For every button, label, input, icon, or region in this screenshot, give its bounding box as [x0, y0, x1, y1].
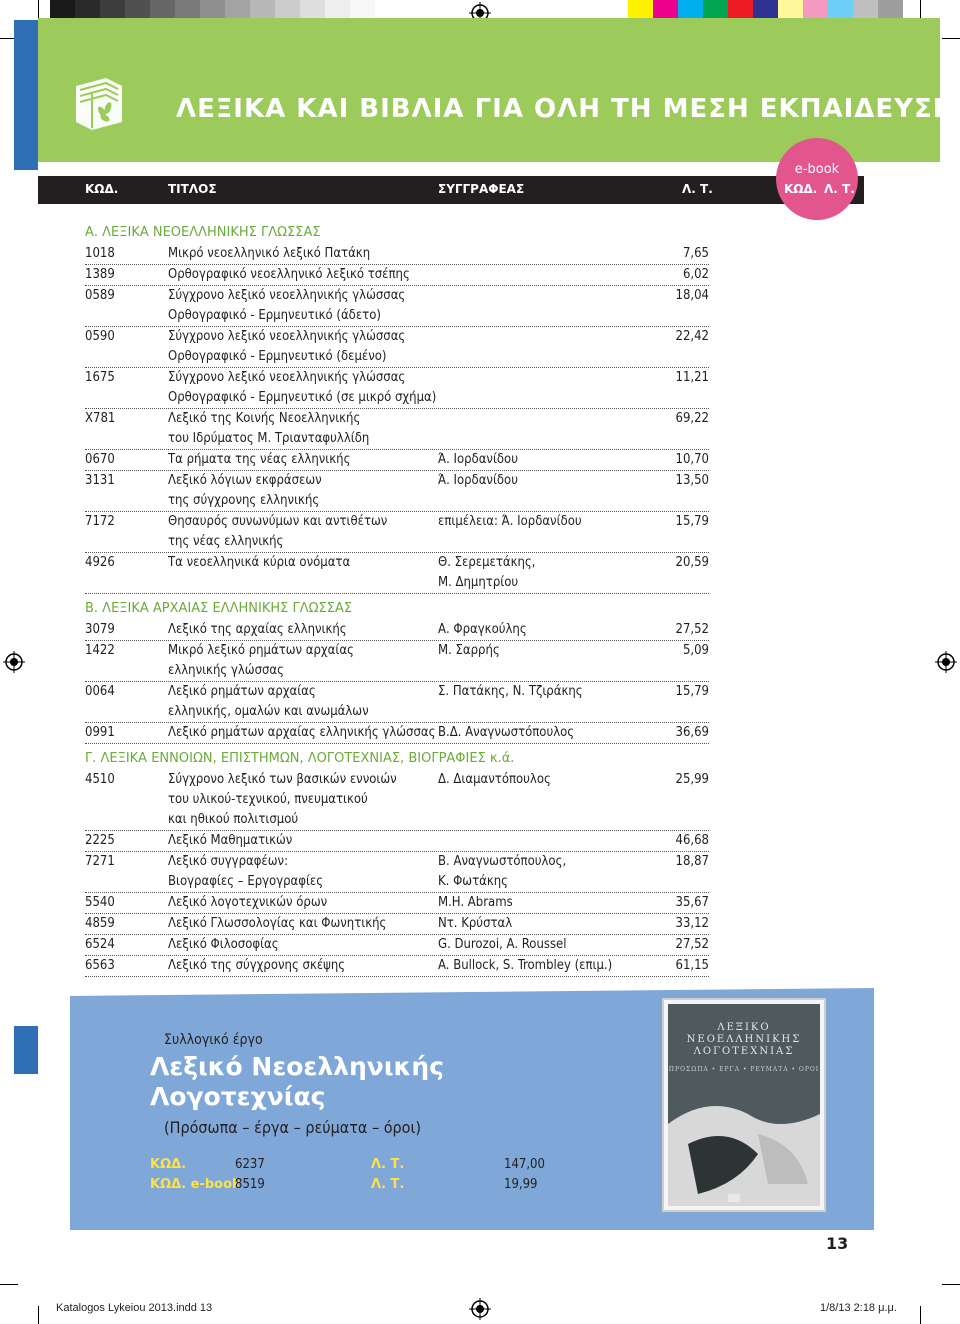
product-code: 4926 — [85, 555, 115, 570]
table-row — [85, 244, 709, 265]
product-code: 1389 — [85, 267, 115, 282]
book-author: Β. Αναγνωστόπουλος, — [438, 854, 567, 869]
book-title: του Ιδρύματος Μ. Τριανταφυλλίδη — [168, 431, 370, 446]
column-authors-heading: ΣΥΓΓΡΑΦΕΑΣ — [438, 182, 525, 196]
table-row — [85, 893, 709, 914]
cover-title-line: ΝΕΟΕΛΛΗΝΙΚΗΣ — [686, 1034, 802, 1045]
product-code: 7271 — [85, 854, 115, 869]
product-code: 0064 — [85, 684, 115, 699]
book-author: Ά. Ιορδανίδου — [438, 452, 518, 467]
book-title: Ορθογραφικό νεοελληνικό λεξικό τσέπης — [168, 267, 410, 282]
crop-mark — [942, 38, 960, 39]
product-code: Χ781 — [85, 411, 116, 426]
price: 13,50 — [675, 473, 709, 488]
price-value: 147,00 — [504, 1157, 545, 1172]
book-title: ελληνικής γλώσσας — [168, 663, 284, 678]
product-code: 5540 — [85, 895, 115, 910]
ebook-code-label: ΚΩΔ. e-book — [150, 1177, 241, 1192]
table-row — [85, 770, 709, 831]
book-title: Μικρό νεοελληνικό λεξικό Πατάκη — [168, 246, 371, 261]
price: 61,15 — [675, 958, 709, 973]
table-row — [85, 935, 709, 956]
price: 18,87 — [675, 854, 709, 869]
cover-subtitle: ΠΡΟΣΩΠΑ • ΕΡΓΑ • ΡΕΥΜΑΤΑ • ΟΡΟΙ — [668, 1066, 820, 1073]
product-code: 7172 — [85, 514, 115, 529]
book-author: Α. Φραγκούλης — [438, 622, 527, 637]
book-title: Τα νεοελληνικά κύρια ονόματα — [168, 555, 351, 570]
book-title: Λεξικό της σύγχρονης σκέψης — [168, 958, 346, 973]
product-code: 1422 — [85, 643, 115, 658]
price: 20,59 — [675, 555, 709, 570]
price: 27,52 — [675, 937, 709, 952]
price: 25,99 — [675, 772, 709, 787]
book-title: Ορθογραφικό - Ερμηνευτικό (άδετο) — [168, 308, 381, 323]
product-code: 1018 — [85, 246, 115, 261]
cover-title-line: ΛΕΞΙΚΟ — [717, 1022, 771, 1033]
table-row — [85, 553, 709, 594]
product-code: 0590 — [85, 329, 115, 344]
book-title: Λεξικό λογοτεχνικών όρων — [168, 895, 328, 910]
table-row — [85, 450, 709, 471]
price: 15,79 — [675, 514, 709, 529]
price: 46,68 — [675, 833, 709, 848]
price: 7,65 — [682, 246, 709, 261]
crop-mark — [920, 0, 921, 18]
book-author: Κ. Φωτάκης — [438, 874, 509, 889]
section-title: ΛΕΞΙΚΑ ΚΑΙ ΒΙΒΛΙΑ ΓΙΑ ΟΛΗ ΤΗ ΜΕΣΗ ΕΚΠΑΙΔΕΥΣΗ — [176, 94, 956, 124]
cover-title-line: ΛΟΓΟΤΕΧΝΙΑΣ — [693, 1046, 795, 1057]
table-row — [85, 956, 709, 977]
book-author: M.H. Abrams — [438, 895, 513, 910]
table-row — [85, 286, 709, 327]
price: 35,67 — [675, 895, 709, 910]
registration-mark-icon — [935, 651, 957, 673]
crop-mark — [920, 1306, 921, 1324]
dictionary-listing — [85, 222, 709, 977]
table-row — [85, 641, 709, 682]
category-heading: Β. ΛΕΞΙΚΑ ΑΡΧΑΙΑΣ ΕΛΛΗΝΙΚΗΣ ΓΛΩΣΣΑΣ — [85, 601, 353, 616]
crop-mark — [0, 1284, 18, 1285]
price: 27,52 — [675, 622, 709, 637]
side-tab-marker — [14, 20, 38, 170]
book-author: Ντ. Κρύσταλ — [438, 916, 513, 931]
crop-mark — [38, 1306, 39, 1324]
book-title: Λεξικό συγγραφέων: — [168, 854, 289, 869]
slug-filename: Katalogos Lykeiou 2013.indd 13 — [56, 1302, 213, 1314]
book-title: Ορθογραφικό - Ερμηνευτικό (δεμένο) — [168, 349, 387, 364]
featured-title — [150, 1052, 444, 1112]
price: 69,22 — [675, 411, 709, 426]
table-row — [85, 682, 709, 723]
book-title: της σύγχρονης ελληνικής — [168, 493, 320, 508]
price: 33,12 — [675, 916, 709, 931]
crop-mark — [942, 1284, 960, 1285]
book-author: επιμέλεια: Ά. Ιορδανίδου — [438, 514, 582, 529]
code-label: ΚΩΔ. — [150, 1157, 187, 1172]
product-code: 4859 — [85, 916, 115, 931]
book-title: Λεξικό της Κοινής Νεοελληνικής — [168, 411, 361, 426]
book-title: του υλικού-τεχνικού, πνευματικού — [168, 792, 368, 807]
price: 18,04 — [675, 288, 709, 303]
crop-mark — [38, 0, 39, 18]
table-row — [85, 914, 709, 935]
column-title-heading: ΤΙΤΛΟΣ — [168, 182, 217, 196]
category-heading: Α. ΛΕΞΙΚΑ ΝΕΟΕΛΛΗΝΙΚΗΣ ΓΛΩΣΣΑΣ — [85, 225, 321, 240]
book-title: Σύγχρονο λεξικό νεοελληνικής γλώσσας — [168, 288, 406, 303]
registration-mark-icon — [469, 1298, 491, 1320]
product-code: 0991 — [85, 725, 115, 740]
registration-mark-icon — [3, 651, 25, 673]
book-author: Μ. Δημητρίου — [438, 575, 519, 590]
book-title: Λεξικό της αρχαίας ελληνικής — [168, 622, 347, 637]
book-author: Θ. Σερεμετάκης, — [438, 555, 536, 570]
product-code: 3131 — [85, 473, 115, 488]
featured-title-line: Λεξικό Νεοελληνικής — [150, 1052, 444, 1081]
table-row — [85, 831, 709, 852]
books-icon — [72, 72, 128, 132]
column-price-heading: Λ. Τ. — [682, 182, 713, 196]
table-row — [85, 409, 709, 450]
ebook-price-value: 19,99 — [504, 1177, 538, 1192]
book-author: Μ. Σαρρής — [438, 643, 500, 658]
ebook-price-heading: Λ. Τ. — [824, 182, 855, 196]
price: 11,21 — [675, 370, 709, 385]
product-code: 6524 — [85, 937, 115, 952]
ebook-badge-label: e-book — [794, 162, 840, 177]
price: 6,02 — [682, 267, 709, 282]
product-code: 4510 — [85, 772, 115, 787]
book-author: Β.Δ. Αναγνωστόπουλος — [438, 725, 575, 740]
code-value: 6237 — [235, 1157, 265, 1172]
featured-subtitle: (Πρόσωπα – έργα – ρεύματα – όροι) — [164, 1118, 421, 1137]
book-title: ελληνικής, ομαλών και ανωμάλων — [168, 704, 369, 719]
price: 15,79 — [675, 684, 709, 699]
book-title: Λεξικό λόγιων εκφράσεων — [168, 473, 322, 488]
book-title: Σύγχρονο λεξικό των βασικών εννοιών — [168, 772, 397, 787]
book-title: και ηθικού πολιτισμού — [168, 812, 299, 827]
book-title: Λεξικό Γλωσσολογίας και Φωνητικής — [168, 916, 387, 931]
side-tab-marker — [14, 1026, 38, 1074]
product-code: 0589 — [85, 288, 115, 303]
book-title: Βιογραφίες – Εργογραφίες — [168, 874, 324, 889]
table-row — [85, 368, 709, 409]
book-cover-image — [662, 998, 826, 1212]
book-author: G. Durozoi, A. Roussel — [438, 937, 567, 952]
book-title: Σύγχρονο λεξικό νεοελληνικής γλώσσας — [168, 329, 406, 344]
table-row — [85, 265, 709, 286]
cover-artwork — [668, 1084, 820, 1206]
category-heading: Γ. ΛΕΞΙΚΑ ΕΝΝΟΙΩΝ, ΕΠΙΣΤΗΜΩΝ, ΛΟΓΟΤΕΧΝΙΑΣ, ΒΙΟΓΡΑΦΙΕΣ κ.ά. — [85, 751, 515, 766]
page-number: 13 — [826, 1234, 849, 1253]
table-row — [85, 852, 709, 893]
book-title: Θησαυρός συνωνύμων και αντιθέτων — [168, 514, 388, 529]
book-title: Λεξικό ρημάτων αρχαίας ελληνικής γλώσσας — [168, 725, 436, 740]
price: 36,69 — [675, 725, 709, 740]
product-code: 3079 — [85, 622, 115, 637]
product-code: 2225 — [85, 833, 115, 848]
table-row — [85, 327, 709, 368]
book-author: Δ. Διαμαντόπουλος — [438, 772, 551, 787]
book-title: Λεξικό ρημάτων αρχαίας — [168, 684, 316, 699]
book-author: Σ. Πατάκης, Ν. Τζιράκης — [438, 684, 583, 699]
slug-date: 1/8/13 2:18 μ.μ. — [820, 1302, 897, 1314]
book-title: Ορθογραφικό - Ερμηνευτικό (σε μικρό σχήμα) — [168, 390, 437, 405]
book-title: Σύγχρονο λεξικό νεοελληνικής γλώσσας — [168, 370, 406, 385]
book-title: Λεξικό Μαθηματικών — [168, 833, 293, 848]
product-code: 0670 — [85, 452, 115, 467]
book-title: Μικρό λεξικό ρημάτων αρχαίας — [168, 643, 354, 658]
ebook-price-label: Λ. Τ. — [371, 1177, 405, 1192]
book-title: Λεξικό Φιλοσοφίας — [168, 937, 279, 952]
product-code: 1675 — [85, 370, 115, 385]
book-title: Τα ρήματα της νέας ελληνικής — [168, 452, 351, 467]
price: 10,70 — [675, 452, 709, 467]
column-code-heading: ΚΩΔ. — [85, 182, 119, 196]
ebook-code-heading: ΚΩΔ. — [784, 182, 818, 196]
table-row — [85, 512, 709, 553]
table-row — [85, 723, 709, 744]
table-row — [85, 471, 709, 512]
table-row — [85, 620, 709, 641]
ebook-badge — [776, 138, 858, 220]
cover-title — [668, 1022, 820, 1058]
price: 22,42 — [675, 329, 709, 344]
book-title: της νέας ελληνικής — [168, 534, 284, 549]
featured-title-line: Λογοτεχνίας — [150, 1082, 326, 1111]
price: 5,09 — [682, 643, 709, 658]
price-label: Λ. Τ. — [371, 1157, 405, 1172]
ebook-code-value: 8519 — [235, 1177, 265, 1192]
column-header-bar — [38, 176, 864, 204]
product-code: 6563 — [85, 958, 115, 973]
book-author: A. Bullock, S. Trombley (επιμ.) — [438, 958, 613, 973]
book-author: Ά. Ιορδανίδου — [438, 473, 518, 488]
featured-subhead: Συλλογικό έργο — [164, 1032, 263, 1048]
